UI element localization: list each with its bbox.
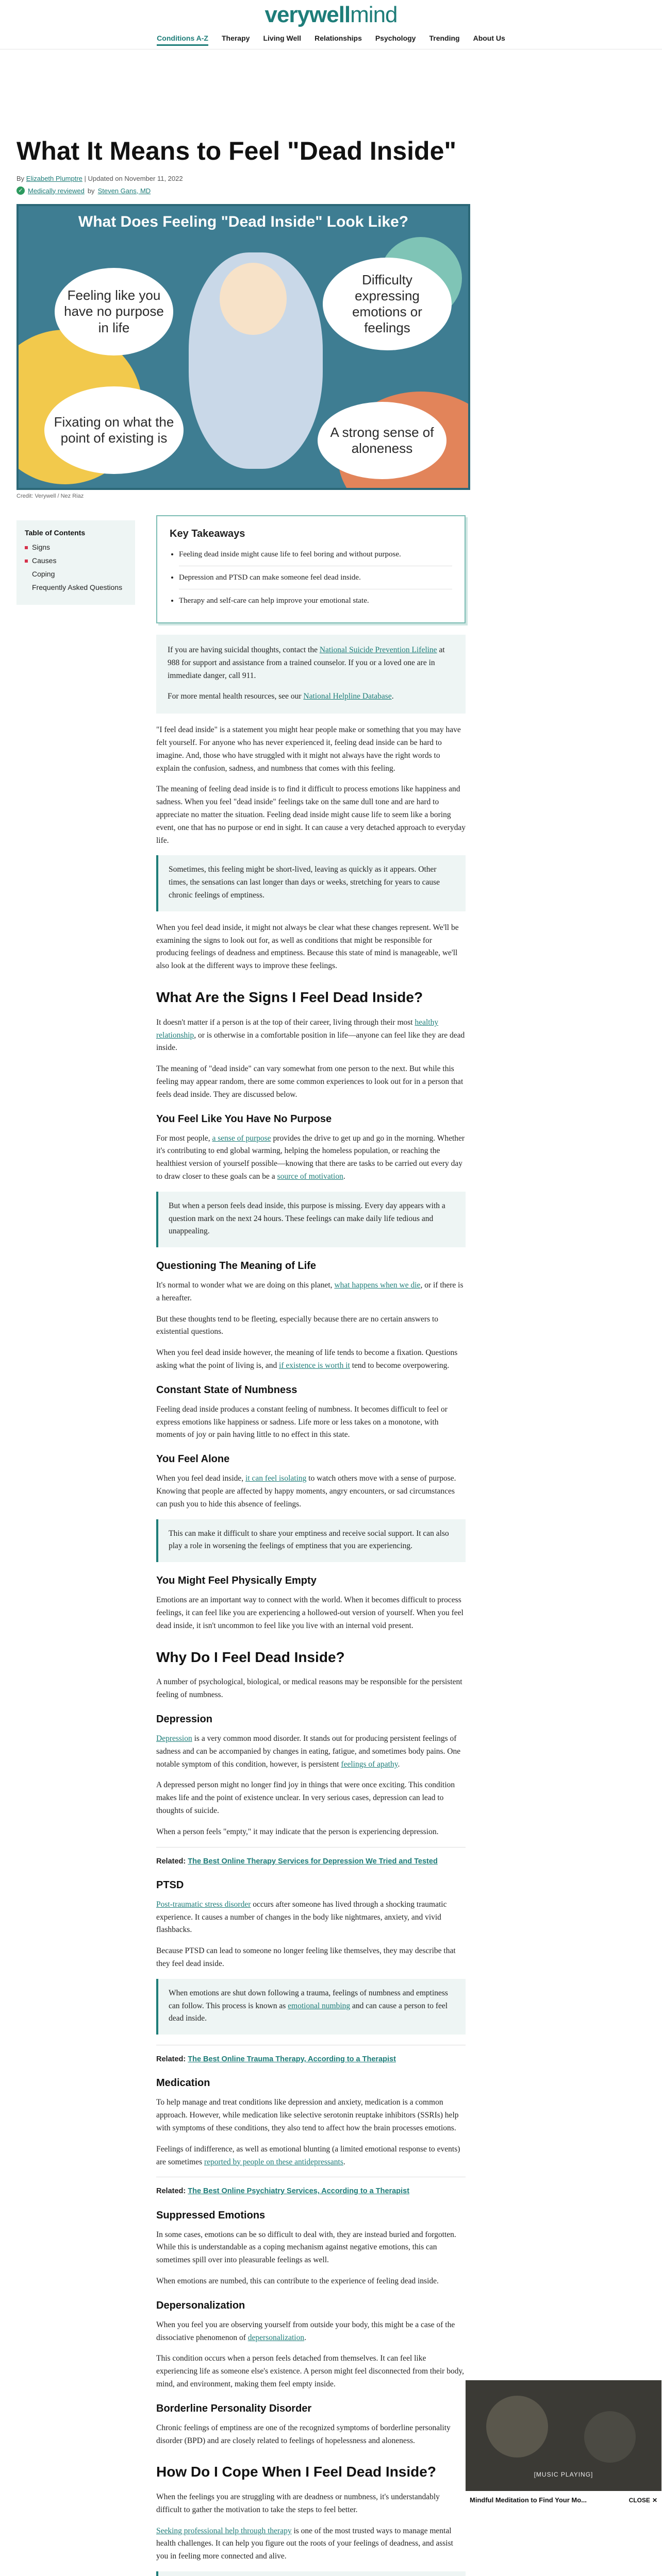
- video-title[interactable]: Mindful Meditation to Find Your Mo...: [470, 2496, 587, 2504]
- depression-link[interactable]: Depression: [156, 1734, 192, 1743]
- paragraph: Emotions are an important way to connect with the world. When it becomes difficult to process feelings, it can feel like you are experiencing a hollowed-out version of yourself. When you feel dead inside, it isn't uncommon to feel like you live with an internal void present.: [156, 1596, 464, 1630]
- subheading-alone: You Feel Alone: [156, 1453, 230, 1465]
- paragraph: When emotions are numbed, this can contribute to the experience of feeling dead inside.: [156, 2276, 439, 2285]
- video-caption: [MUSIC PLAYING]: [534, 2471, 593, 2478]
- toc-heading: Table of Contents: [25, 529, 86, 537]
- hero-title: What Does Feeling "Dead Inside" Look Like?: [78, 213, 409, 230]
- paragraph: This condition occurs when a person feels detached from themselves. It can feel like experiencing life as someone else's existence. A person might feel disconnected from their body, mind, and environment, making them feel empty inside.: [156, 2354, 465, 2388]
- subheading-ptsd: PTSD: [156, 1879, 184, 1891]
- hero-bubble: A strong sense of aloneness: [318, 402, 446, 479]
- paragraph: Because PTSD can lead to someone no longer feeling like themselves, they may describe that they feel dead inside.: [156, 1946, 456, 1968]
- lifeline-link[interactable]: National Suicide Prevention Lifeline: [319, 646, 437, 654]
- crisis-help-box: If you are having suicidal thoughts, contact the National Suicide Prevention Lifeline at 988 for support and assistance from a trained counselor. If you or a loved one are in immediate danger, call 911. For more mental health resources, see our National Helpline Database.: [156, 635, 466, 714]
- reviewed-link[interactable]: Medically reviewed: [28, 187, 85, 195]
- nav-relationships[interactable]: Relationships: [315, 34, 362, 42]
- apathy-link[interactable]: feelings of apathy: [341, 1759, 398, 1769]
- takeaway-item: • Feeling dead inside might cause life to feel boring and without purpose.: [179, 548, 452, 566]
- key-takeaways-heading: Key Takeaways: [170, 528, 245, 539]
- related-link[interactable]: The Best Online Therapy Services for Depression We Tried and Tested: [188, 1857, 438, 1866]
- subheading-numbness: Constant State of Numbness: [156, 1384, 297, 1396]
- existence-link[interactable]: if existence is worth it: [279, 1361, 350, 1370]
- therapy-link[interactable]: Seeking professional help through therapy: [156, 2526, 292, 2535]
- purpose-link[interactable]: a sense of purpose: [212, 1133, 271, 1143]
- subheading-meaning: Questioning The Meaning of Life: [156, 1260, 316, 1272]
- related-link-box: Related: The Best Online Trauma Therapy, According to a Therapist: [156, 2055, 396, 2064]
- subheading-depression: Depression: [156, 1714, 212, 1725]
- nav-about[interactable]: About Us: [473, 34, 505, 42]
- callout: Sometimes, this feeling might be short-lived, leaving as quickly as it appears. Other times, the sensations can last longer than days or weeks, stretching for years to cause chronic feelings of emptiness.: [156, 855, 466, 911]
- paragraph: When you feel dead inside, it might not always be clear what these changes represent. We'll be examining the signs to look out for, as well as conditions that might be responsible for producing feelings of deadness and emptiness. Because this state of mind is manageable, we'll also look at the different ways to improve these feelings.: [156, 923, 459, 971]
- healthy-relationship-link[interactable]: healthy relationship: [156, 1018, 439, 1040]
- related-link-box: Related: The Best Online Therapy Services for Depression We Tried and Tested: [156, 1857, 438, 1866]
- paragraph: To help manage and treat conditions like depression and anxiety, medication is a common approach. However, while medication like selective serotonin reuptake inhibitors (SSRIs) help with symptoms of these conditions, they also tend to affect how the brain processes emotions.: [156, 2098, 459, 2132]
- depersonalization-link[interactable]: depersonalization: [247, 2333, 305, 2342]
- subheading-depersonalization: Depersonalization: [156, 2299, 245, 2311]
- image-credit: Credit: Verywell / Nez Riaz: [16, 493, 84, 499]
- takeaway-item: • Depression and PTSD can make someone feel dead inside.: [179, 571, 452, 589]
- reviewer-link[interactable]: Steven Gans, MD: [97, 187, 151, 195]
- decor-shape: [486, 2396, 548, 2458]
- ptsd-link[interactable]: Post-traumatic stress disorder: [156, 1900, 251, 1909]
- subheading-purpose: You Feel Like You Have No Purpose: [156, 1113, 332, 1125]
- page-title: What It Means to Feel "Dead Inside": [16, 137, 457, 165]
- hero-bubble: Feeling like you have no purpose in life: [55, 268, 173, 355]
- related-link[interactable]: The Best Online Psychiatry Services, According to a Therapist: [188, 2187, 410, 2196]
- section-heading-causes: Why Do I Feel Dead Inside?: [156, 1649, 345, 1665]
- nav-trending[interactable]: Trending: [429, 34, 460, 42]
- close-icon[interactable]: ✕: [652, 2496, 657, 2504]
- paragraph: In some cases, emotions can be so difficult to deal with, they are instead buried and forgotten. While this is understandable as a coping mechanism against negative emotions, this can sometimes spill over into pleasurable feelings as well.: [156, 2230, 456, 2265]
- emotional-numbing-link[interactable]: emotional numbing: [288, 2001, 351, 2010]
- paragraph: But these thoughts tend to be fleeting, especially because there are no certain answers to existential questions.: [156, 1314, 439, 1336]
- section-heading-coping: How Do I Cope When I Feel Dead Inside?: [156, 2464, 436, 2480]
- paragraph: When the feelings you are struggling with are deadness or numbness, it's understandably difficult to gather the motivation to take the steps to feel better.: [156, 2493, 440, 2514]
- main-nav: [0, 34, 662, 46]
- paragraph: "I feel dead inside" is a statement you might hear people make or something that you may have felt yourself. For anyone who has never experienced it, feeling dead inside can be hard to imagine. And, those who have struggled with it might not always have the right words to explain the confusion, sadness, and numbness that comes with this feeling.: [156, 725, 461, 773]
- callout: When emotions are shut down following a trauma, feelings of numbness and emptiness can follow. This process is known as emotional numbing and can cause a person to feel dead inside.: [156, 1979, 466, 2035]
- toc-item-faq[interactable]: Frequently Asked Questions: [32, 583, 123, 591]
- related-link-box: Related: The Best Online Psychiatry Services, According to a Therapist: [156, 2187, 410, 2196]
- hero-illustration: [16, 204, 470, 490]
- author-link[interactable]: Elizabeth Plumptre: [26, 175, 82, 182]
- figure-head: [220, 263, 287, 335]
- article-header: [16, 49, 470, 499]
- hero-bubble: Fixating on what the point of existing is: [44, 386, 184, 474]
- paragraph: Chronic feelings of emptiness are one of the recognized symptoms of borderline personality disorder (BPD) and are closely related to feelings of hopelessness and aloneness.: [156, 2423, 451, 2445]
- callout: [156, 2571, 466, 2576]
- check-icon: ✓: [16, 187, 25, 195]
- subheading-empty: You Might Feel Physically Empty: [156, 1575, 317, 1587]
- site-header: [0, 0, 662, 49]
- callout: But when a person feels dead inside, this purpose is missing. Every day appears with a question mark on the next 24 hours. These feelings can make daily life tedious and unappealing.: [156, 1192, 466, 1247]
- subheading-bpd: Borderline Personality Disorder: [156, 2402, 312, 2414]
- paragraph: A number of psychological, biological, or medical reasons may be responsible for the persistent feeling of numbness.: [156, 1677, 462, 1700]
- nav-conditions[interactable]: Conditions A-Z: [157, 34, 208, 46]
- paragraph: A depressed person might no longer find joy in things that were once exciting. This condition makes life and the point of existence unclear. In very serious cases, depression can lead to thoughts of suicide.: [156, 1781, 455, 1816]
- takeaway-item: • Therapy and self-care can help improve your emotional state.: [179, 595, 452, 612]
- divider: [156, 1847, 466, 1848]
- section-heading-signs: What Are the Signs I Feel Dead Inside?: [156, 989, 423, 1005]
- what-happens-link[interactable]: what happens when we die: [334, 1281, 421, 1290]
- helpline-database-link[interactable]: National Helpline Database: [303, 692, 392, 701]
- toc-item-signs[interactable]: Signs: [25, 543, 127, 551]
- toc-item-coping[interactable]: Coping: [32, 570, 55, 578]
- subheading-suppressed: Suppressed Emotions: [156, 2209, 266, 2221]
- paragraph: When a person feels "empty," it may indicate that the person is experiencing depression.: [156, 1827, 439, 1836]
- decor-shape: [584, 2411, 636, 2463]
- medically-reviewed: ✓ Medically reviewed by Steven Gans, MD: [16, 187, 470, 195]
- key-takeaways: [156, 515, 466, 623]
- toc-item-causes[interactable]: Causes: [25, 556, 127, 565]
- site-logo[interactable]: verywellmind: [264, 2, 398, 27]
- video-player[interactable]: [466, 2380, 661, 2509]
- antidepressants-link[interactable]: reported by people on these antidepressants: [204, 2157, 343, 2166]
- callout: This can make it difficult to share your emptiness and receive social support. It can also play a role in worsening the feelings of emptiness that you are experiencing.: [156, 1519, 466, 1563]
- related-link[interactable]: The Best Online Trauma Therapy, According to a Therapist: [188, 2055, 396, 2064]
- nav-therapy[interactable]: Therapy: [221, 34, 250, 42]
- nav-living-well[interactable]: Living Well: [263, 34, 302, 42]
- hero-bubble: Difficulty expressing emotions or feelings: [323, 258, 452, 350]
- article-body: Key Takeaways • Feeling dead inside might cause life to feel boring and without purpose. • Depression and PTSD can make someone feel dead inside. • Therapy and self-care can help improve your emotional state. If you are having suicidal thoughts, contact the National Suicide Prevention Lifeline at 988 for support and assistance from a trained counselor. If you or a loved one are in immediate danger, call 911. For more mental health resources, see our National Helpline Database. "I feel dead inside" is a statement you might hear people make or something that you may have felt yourself. For anyone who has never experienced it, feeling dead inside can be hard to imagine. And, those who have struggled with it might not always have the right words to explain the confusion, sadness, and numbness that comes with this feeling. The meaning of feeling dead inside is to find it difficult to process emotions like happiness and sadness. When you feel "dead inside" feelings take on the same dull tone and are hard to appreciate no matter the situation. Feeling dead inside might cause life to seem like a boring event, one that has no purpose or end in sight. It can cause a very detached approach to everyday life. Sometimes, this feeling might be short-lived, leaving as quickly as it appears. Other times, the sensations can last longer than days or weeks, stretching for years to cause chronic feelings of emptiness. When you feel dead inside, it might not always be clear what these changes represent. We'll be examining the signs to look out for, as well as conditions that might be responsible for producing feelings of deadness and emptiness. Because this state of mind is manageable, we'll also look at the different ways to improve these feelings. What Are the Signs I Feel Dead Inside? It doesn't matter if a person is at the top of their career, living through their most healthy relationship, or is otherwise in a comfortable position in life—anyone can feel like they are dead inside. The meaning of "dead inside" can vary somewhat from one person to the next. But while this feeling may appear random, there are some common experiences to look out for in a person that feels dead inside. They are discussed below. You Feel Like You Have No Purpose For most people, a sense of purpose provides the drive to get up and go in the morning. Whether it's contributing to end global warming, helping the homeless population, or reaching the healthiest version of yourself possible—knowing that there are tasks to be carried out every day to draw closer to these goals can be a source of motivation. But when a person feels dead inside, this purpose is missing. Every day appears with a question mark on the next 24 hours. These feelings can make daily life tedious and unappealing. Questioning The Meaning of Life It's normal to wonder what we are doing on this planet, what happens when we die, or if there is a hereafter. But these thoughts tend to be fleeting, especially because there are no certain answers to existential questions. When you feel dead inside however, the meaning of life tends to become a fixation. Questions asking what the point of living is, and if existence is worth it tend to become overpowering. Constant State of Numbness Feeling dead inside produces a constant feeling of numbness. It becomes difficult to feel or express emotions like happiness or sadness. Life more or less takes on a monotone, with moments of joy or pain having little to no effect in this state. You Feel Alone When you feel dead inside, it can feel isolating to watch others move with a sense of purpose. Knowing that people are affected by happy moments, angry encounters, or sad circumstances can push you to hide this absence of feelings. This can make it difficult to share your emptiness and receive social support. It can also play a role in worsening the feelings of emptiness that you are experiencing. You Might Feel Physically Empty Emotions are an important way to connect with the world. When it becomes difficult to process feelings, it can feel like you are experiencing a hollowed-out version of yourself. When you feel dead inside, it isn't uncommon to feel like you live with an internal void present. Why Do I Feel Dead Inside? A number of psychological, biological, or medical reasons may be responsible for the persistent feeling of numbness. Depression Depression is a very common mood disorder. It stands out for producing persistent feelings of sadness and can be accompanied by changes in eating, fatigue, and sometimes body pains. One notable symptom of this condition, however, is persistent feelings of apathy. A depressed person might no longer find joy in things that were once exciting. This condition makes life and the point of existence unclear. In very serious cases, depression can lead to thoughts of suicide. When a person feels "empty," it may indicate that the person is experiencing depression. Related: The Best Online Therapy Services for Depression We Tried and Tested PTSD Post-traumatic stress disorder occurs after someone has lived through a shocking traumatic experience. It causes a number of changes in the body like nightmares, anxiety, and vivid flashbacks. Because PTSD can lead to someone no longer feeling like themselves, they may describe that they feel dead inside. When emotions are shut down following a trauma, feelings of numbness and emptiness can follow. This process is known as emotional numbing and can cause a person to feel dead inside. Related: The Best Online Trauma Therapy, According to a Therapist Medication To help manage and treat conditions like depression and anxiety, medication is a common approach. However, while medication like selective serotonin reuptake inhibitors (SSRIs) help with symptoms of these conditions, they also tend to affect how the brain processes emotions. Feelings of indifference, as well as emotional blunting (a limited emotional response to events) are sometimes reported by people on these antidepressants. Related: The Best Online Psychiatry Services, According to a Therapist Suppressed Emotions In some cases, emotions can be so difficult to deal with, they are instead buried and forgotten. While this is understandable as a coping mechanism against negative emotions, this can sometimes spill over into pleasurable feelings as well. When emotions are numbed, this can contribute to the experience of feeling dead inside. Depersonalization When you feel you are observing yourself from outside your body, this might be a case of the dissociative phenomenon of depersonalization. This condition occurs when a person feels detached from themselves. It can feel like experiencing life as someone else's existence. A person might feel disconnected from their body, mind, and environment, making them feel empty inside. Borderline Personality Disorder Chronic feelings of emptiness are one of the recognized symptoms of borderline personality disorder (BPD) and are closely related to feelings of hopelessness and aloneness. How Do I Cope When I Feel Dead Inside? When the feelings you are struggling with are deadness or numbness, it's understandably difficult to gather the motivation to take the steps to feel better. Seeking professional help through therapy is one of the most trusted ways to manage mental health challenges. It can help you figure out the roots of your feelings of deadness, and assist you in feeling more connected and alive.: [156, 515, 466, 2576]
- paragraph: Feeling dead inside produces a constant feeling of numbness. It becomes difficult to feel or express emotions like happiness or sadness. Life more or less takes on a monotone, with moments of joy or pain having little to no effect in this state.: [156, 1404, 448, 1439]
- subheading-medication: Medication: [156, 2077, 210, 2089]
- byline: By Elizabeth Plumptre | Updated on November 11, 2022: [16, 175, 183, 182]
- close-button[interactable]: CLOSE ✕: [628, 2496, 657, 2504]
- table-of-contents: [16, 520, 135, 605]
- nav-psychology[interactable]: Psychology: [375, 34, 416, 42]
- isolating-link[interactable]: it can feel isolating: [245, 1474, 307, 1483]
- motivation-link[interactable]: source of motivation: [277, 1172, 343, 1181]
- paragraph: The meaning of "dead inside" can vary somewhat from one person to the next. But while this feeling may appear random, there are some common experiences to look out for in a person that feels dead inside. They are discussed below.: [156, 1064, 464, 1099]
- paragraph: The meaning of feeling dead inside is to find it difficult to process emotions like happiness and sadness. When you feel "dead inside" feelings take on the same dull tone and are hard to appreciate no matter the situation. Feeling dead inside might cause life to seem like a boring event, one that has no purpose or end in sight. It can cause a very detached approach to everyday life.: [156, 785, 466, 845]
- video-title-bar: [466, 2491, 661, 2509]
